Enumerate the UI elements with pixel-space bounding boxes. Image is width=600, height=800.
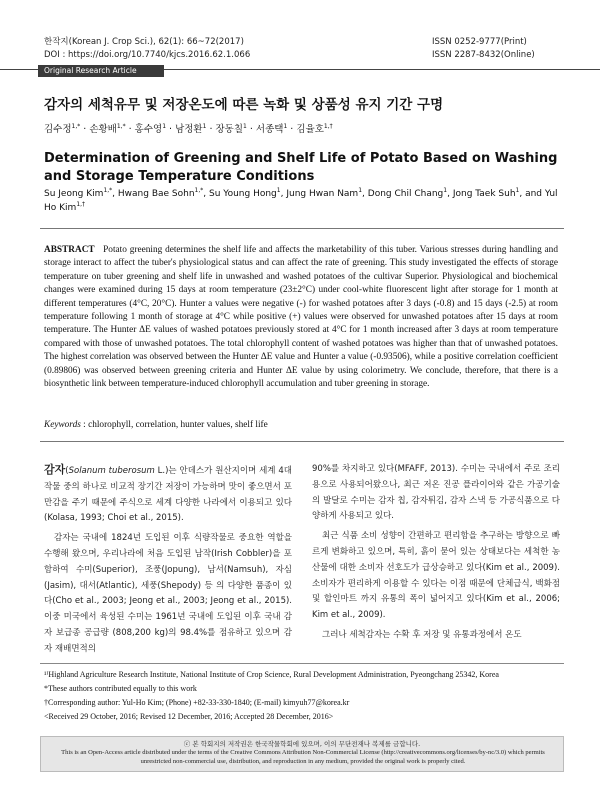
body-paragraph: 최근 식품 소비 성향이 간편하고 편리함을 추구하는 방향으로 빠르게 변화하고 있으며, 특히, 흙이 묻어 있는 상태보다는 세척한 농산물에 대한 소비자 선호도가 급상승하고 있다(Kim et al., 2009). 소비자가 편리하게 이용할 수 있다는 이점 때문에 단체급식, 백화점 및 할인마트 까지 유통의 폭이 넓어지고 있다(Kim et al., 2006; Kim et al., 2009). xyxy=(312,531,560,621)
copyright-notice: ⓒ 본 학회지의 저작권은 한국작물학회에 있으며, 이의 무단전재나 복제를 금합니다. xyxy=(183,740,421,748)
dropcap: 감자 xyxy=(44,463,66,476)
english-title: Determination of Greening and Shelf Life of Potato Based on Washing and Storage Temperature Conditions xyxy=(44,151,558,184)
journal-header xyxy=(44,36,250,62)
license-text: This is an Open-Access article distributed under the terms of the Creative Commons Attribution Non-Commercial License (http://creativecommons.org/licenses/by-nc/3.0) which permits unrestricted non-commercial use, distribution, and reproduction in any medium, provided the original work is properly cited. xyxy=(61,749,545,765)
article-type-badge: Original Research Article xyxy=(38,65,164,77)
body-paragraph: 그러나 세척감자는 수확 후 저장 및 유통과정에서 온도 xyxy=(322,629,522,640)
korean-title: 감자의 세척유무 및 저장온도에 따른 녹화 및 상품성 유지 기간 구명 xyxy=(44,97,444,113)
equal-contribution-note: *These authors contributed equally to this work xyxy=(44,684,197,693)
body-column-left xyxy=(44,462,292,662)
issn-print: ISSN 0252-9777(Print) xyxy=(432,37,527,47)
abstract-label: ABSTRACT xyxy=(44,245,95,255)
keywords-label: Keywords xyxy=(44,420,81,430)
footnotes xyxy=(44,669,564,725)
keywords xyxy=(44,420,558,430)
body-paragraph: 감자(Solanum tuberosum L.)는 안데스가 원산지이며 세계 4대 작물 중의 하나로 비교적 장기간 저장이 가능하며 맛이 좋으면서 포만감을 주기 때문에 주식으로 세계 다양한 나라에서 이용되고 있다(Kolasa, 1993; Choi et al., 2015). xyxy=(44,463,292,524)
abstract xyxy=(44,244,558,391)
abstract-text: Potato greening determines the shelf life and affects the marketability of this tuber. Various stresses during handling and storage interact to affect the tuber's physiological status and can affect the rate of greening. This study investigated the effects of storage temperature on tuber greening and shelf life in unwashed and washed potatoes of the cultivar Superior. Physiological and biochemical changes were examined during 15 days at room temperature (23±2°C) under cool-white fluorescent light after storage for 1 month at different temperatures (4°C, 20°C). Hunter a values were negative (-) for washed potatoes after 3 days (-0.8) and 15 days (-2.5) at room temperature following 1 month of storage at 4°C while positive (+) values were observed for unwashed potatoes after 15 days at room temperature. The Hunter ΔE values of washed potatoes previously stored at 4°C for 1 month increased after 3 days at room temperature compared with those of unwashed potatoes. The total chlorophyll content of washed potatoes was higher than that of unwashed potatoes. The highest correlation was observed between the Hunter ΔE value and Hunter a value (-0.93506), while a positive correlation coefficient (0.89806) was observed between greening criteria and Hunter ΔE value by using colorimetry. We conclude, therefore, that there is a biosynthetic link between temperature-induced chlorophyll accumulation and tuber greening in storage. xyxy=(44,245,558,390)
english-authors: Su Jeong Kim$^{1,*}$, Hwang Bae Sohn$^{1,*}$, Su Young Hong$^1$, Jung Hwan Nam$^1$, Dong Chil Chang$^1$, Jong Taek Suh$^1$, and Yul Ho Kim$^{1,\dagger}$ xyxy=(44,187,558,213)
body-paragraph: 감자는 국내에 1824년 도입된 이후 식량작물로 중요한 역할을 수행해 왔으며, 우리나라에 처음 도입된 남작(Irish Cobbler)을 포함하여 수미(Superior), 조풍(Jopung), 남서(Namsuh), 자심(Jasim), 대서(Atlantic), 세풍(Shepody) 등 의 다양한 품종이 있다(Cho et al., 2003; Jeong et al., 2003; Jeong et al., 2015). 이중 미국에서 육성된 수미는 1961년 국내에 도입된 이후 국내 감자 보급종 공급량 (808,200 kg)의 98.4%를 점유하고 있으며 감자 재배면적의 xyxy=(44,533,292,654)
keywords-text: : chlorophyll, correlation, hunter values, shelf life xyxy=(83,420,268,430)
footnote-rule xyxy=(40,663,564,664)
corresponding-author-note: †Corresponding author: Yul-Ho Kim; (Phone) +82-33-330-1840; (E-mail) kimyuh77@korea.kr xyxy=(44,698,350,707)
received-dates: <Received 29 October, 2016; Revised 12 December, 2016; Accepted 28 December, 2016> xyxy=(44,712,334,721)
species-name: Solanum tuberosum xyxy=(68,466,155,476)
doi-link[interactable]: DOI : https://doi.org/10.7740/kjcs.2016.62.1.066 xyxy=(44,50,251,60)
body-column-right xyxy=(312,462,560,648)
issn-online: ISSN 2287-8432(Online) xyxy=(432,50,535,60)
journal-citation: 한작지(Korean J. Crop Sci.), 62(1): 66~72(2017) xyxy=(44,37,244,47)
issn-block xyxy=(432,36,535,62)
affiliation-note: ¹⁾Highland Agriculture Research Institute, National Institute of Crop Science, Rural Development Administration, Pyeongchang 25342, Korea xyxy=(44,670,499,679)
korean-authors: 김수정$^{1,*}$ · 손황배$^{1,*}$ · 홍수영$^1$ · 남정환$^1$ · 장동칠$^1$ · 서종택$^1$ · 김율호$^{1,\dagger}$ xyxy=(44,122,333,135)
body-paragraph: 90%를 차지하고 있다(MFAFF, 2013). 수미는 국내에서 주로 조리용으로 사용되어왔으나, 최근 저온 진공 플라이어와 같은 가공기술의 발달로 수미는 감자 칩, 감자튀김, 감자 스낵 등 가공식품으로 다양하게 사용되고 있다. xyxy=(312,464,560,522)
